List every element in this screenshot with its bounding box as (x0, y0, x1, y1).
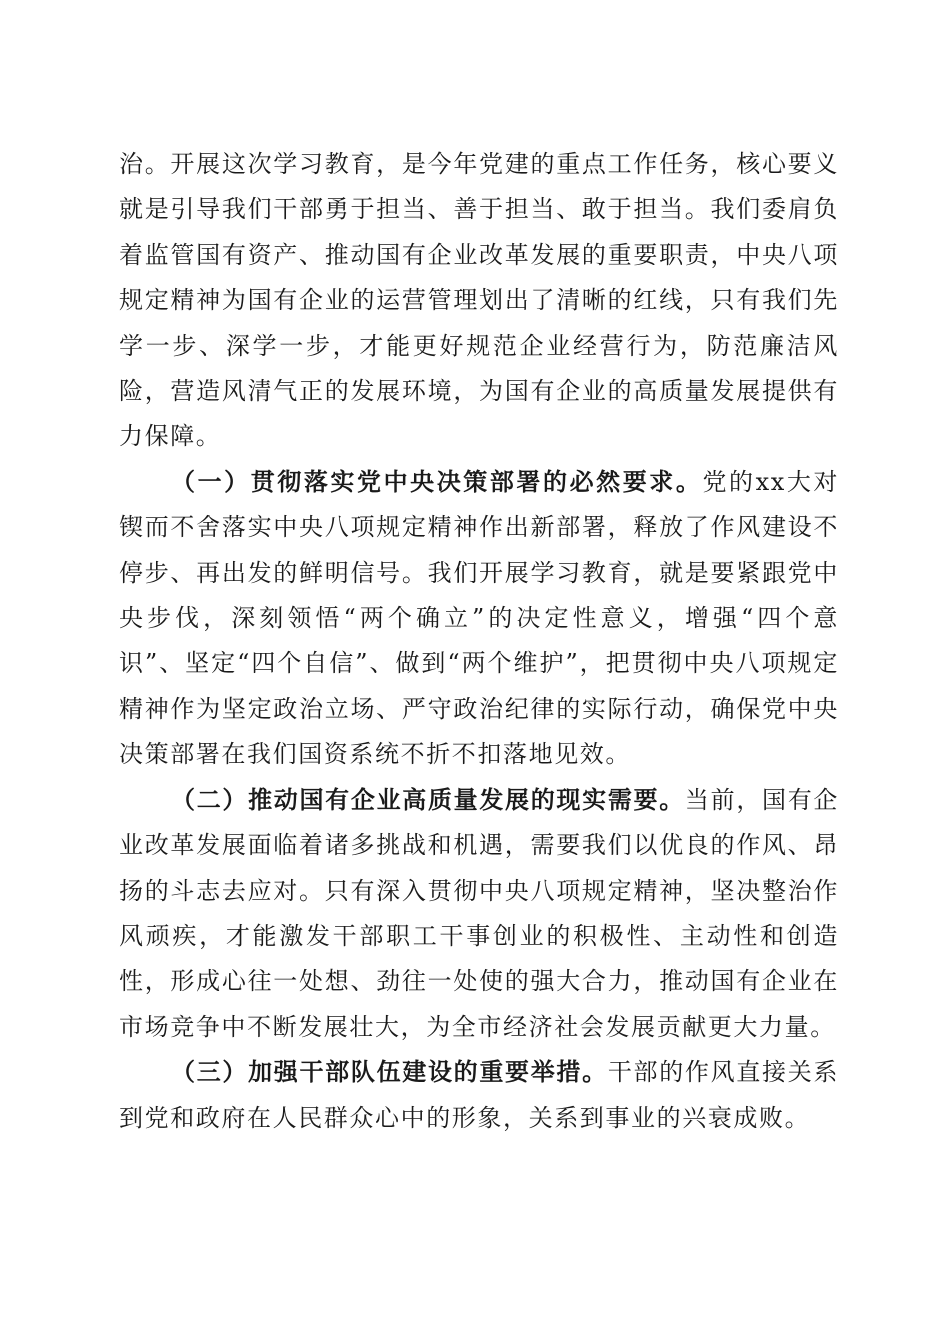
paragraph-section-1 (119, 460, 839, 778)
section-heading-3: （三）加强干部队伍建设的重要举措。 (171, 1058, 608, 1087)
paragraph-continuation (119, 142, 839, 460)
paragraph-section-3 (119, 1050, 839, 1141)
section-heading-2: （二）推动国有企业高质量发展的现实需要。 (171, 785, 685, 814)
paragraph-text: 治。开展这次学习教育，是今年党建的重点工作任务，核心要义就是引导我们干部勇于担当、善于担当、敢于担当。我们委肩负着监管国有资产、推动国有企业改革发展的重要职责，中央八项规定精神为国有企业的运营管理划出了清晰的红线，只有我们先学一步、深学一步，才能更好规范企业经营行为，防范廉洁风险，营造风清气正的发展环境，为国有企业的高质量发展提供有力保障。 (119, 150, 839, 451)
paragraph-text: 当前，国有企业改革发展面临着诸多挑战和机遇，需要我们以优良的作风、昂扬的斗志去应对。只有深入贯彻中央八项规定精神，坚决整治作风顽疾，才能激发干部职工干事创业的积极性、主动性和创造性，形成心往一处想、劲往一处使的强大合力，推动国有企业在市场竞争中不断发展壮大，为全市经济社会发展贡献更大力量。 (119, 785, 839, 1041)
document-body (119, 142, 839, 1141)
paragraph-section-2 (119, 778, 839, 1050)
section-heading-1: （一）贯彻落实党中央决策部署的必然要求。 (171, 467, 703, 496)
paragraph-text: 干部的作风直接关系到党和政府在人民群众心中的形象，关系到事业的兴衰成败。 (119, 1058, 839, 1132)
paragraph-text: 党的xx大对锲而不舍落实中央八项规定精神作出新部署，释放了作风建设不停步、再出发的鲜明信号。我们开展学习教育，就是要紧跟党中央步伐，深刻领悟“两个确立”的决定性意义，增强“四个意识”、坚定“四个自信”、做到“两个维护”，把贯彻中央八项规定精神作为坚定政治立场、严守政治纪律的实际行动，确保党中央决策部署在我们国资系统不折不扣落地见效。 (119, 467, 840, 769)
